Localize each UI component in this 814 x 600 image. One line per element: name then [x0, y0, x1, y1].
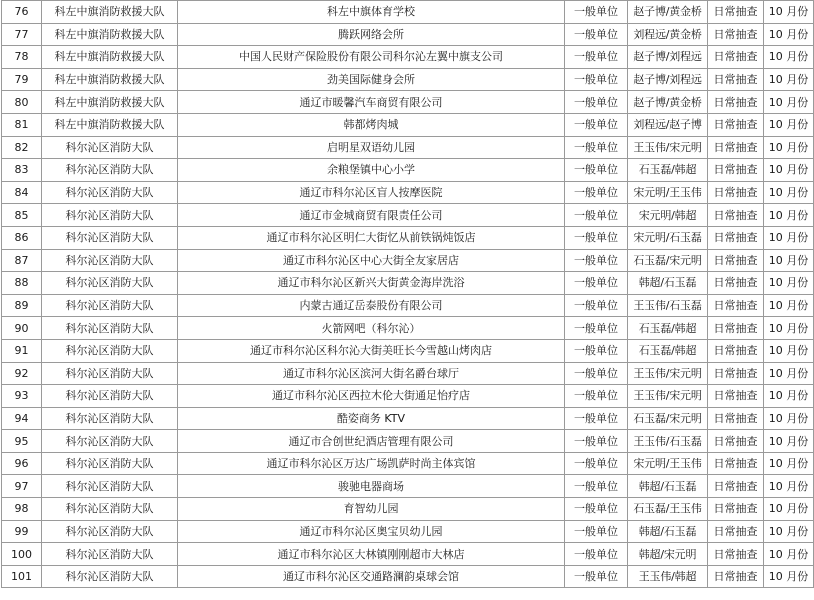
cell-inspection-method: 日常抽查 [708, 68, 764, 91]
cell-number: 77 [2, 23, 42, 46]
cell-fire-team: 科尔沁区消防大队 [42, 249, 178, 272]
cell-unit-name: 通辽市科尔沁区大林镇刚刚超市大林店 [178, 543, 565, 566]
cell-unit-type: 一般单位 [565, 1, 628, 24]
cell-inspection-method: 日常抽查 [708, 565, 764, 588]
cell-month: 10 月份 [764, 339, 814, 362]
cell-month: 10 月份 [764, 1, 814, 24]
inspection-schedule-table [1, 0, 814, 588]
cell-inspection-method: 日常抽查 [708, 46, 764, 69]
cell-unit-type: 一般单位 [565, 317, 628, 340]
cell-fire-team: 科尔沁区消防大队 [42, 294, 178, 317]
table-row [2, 520, 814, 543]
cell-number: 81 [2, 113, 42, 136]
cell-fire-team: 科尔沁区消防大队 [42, 362, 178, 385]
cell-unit-type: 一般单位 [565, 339, 628, 362]
cell-unit-name: 通辽市科尔沁区明仁大街忆从前铁锅炖饭店 [178, 226, 565, 249]
table-row [2, 385, 814, 408]
cell-inspection-method: 日常抽查 [708, 1, 764, 24]
cell-number: 85 [2, 204, 42, 227]
cell-month: 10 月份 [764, 520, 814, 543]
cell-unit-type: 一般单位 [565, 68, 628, 91]
table-row [2, 272, 814, 295]
cell-inspection-method: 日常抽查 [708, 113, 764, 136]
cell-inspection-method: 日常抽查 [708, 226, 764, 249]
cell-month: 10 月份 [764, 385, 814, 408]
cell-unit-name: 通辽市科尔沁区科尔沁大街美旺长今雪越山烤肉店 [178, 339, 565, 362]
cell-number: 94 [2, 407, 42, 430]
cell-unit-type: 一般单位 [565, 520, 628, 543]
cell-fire-team: 科左中旗消防救援大队 [42, 1, 178, 24]
cell-number: 80 [2, 91, 42, 114]
cell-fire-team: 科尔沁区消防大队 [42, 565, 178, 588]
cell-fire-team: 科尔沁区消防大队 [42, 272, 178, 295]
cell-inspectors: 宋元明/王玉伟 [628, 181, 708, 204]
cell-fire-team: 科尔沁区消防大队 [42, 407, 178, 430]
table-row [2, 23, 814, 46]
cell-inspectors: 赵子博/黄金桥 [628, 1, 708, 24]
cell-month: 10 月份 [764, 113, 814, 136]
cell-inspectors: 王玉伟/宋元明 [628, 385, 708, 408]
cell-unit-name: 余粮堡镇中心小学 [178, 159, 565, 182]
cell-inspectors: 宋元明/王玉伟 [628, 452, 708, 475]
cell-unit-name: 通辽市暖馨汽车商贸有限公司 [178, 91, 565, 114]
table-row [2, 430, 814, 453]
cell-number: 78 [2, 46, 42, 69]
cell-inspection-method: 日常抽查 [708, 204, 764, 227]
cell-inspection-method: 日常抽查 [708, 136, 764, 159]
cell-unit-type: 一般单位 [565, 23, 628, 46]
table-row [2, 317, 814, 340]
cell-number: 86 [2, 226, 42, 249]
cell-inspection-method: 日常抽查 [708, 339, 764, 362]
cell-unit-name: 通辽市科尔沁区奥宝贝幼儿园 [178, 520, 565, 543]
cell-unit-type: 一般单位 [565, 294, 628, 317]
cell-unit-name: 启明星双语幼儿园 [178, 136, 565, 159]
cell-number: 89 [2, 294, 42, 317]
cell-inspectors: 石玉磊/宋元明 [628, 249, 708, 272]
cell-fire-team: 科尔沁区消防大队 [42, 475, 178, 498]
cell-fire-team: 科尔沁区消防大队 [42, 543, 178, 566]
cell-unit-type: 一般单位 [565, 113, 628, 136]
cell-unit-type: 一般单位 [565, 204, 628, 227]
cell-number: 79 [2, 68, 42, 91]
cell-fire-team: 科尔沁区消防大队 [42, 159, 178, 182]
cell-inspectors: 王玉伟/韩超 [628, 565, 708, 588]
cell-fire-team: 科尔沁区消防大队 [42, 452, 178, 475]
table-row [2, 46, 814, 69]
cell-inspectors: 韩超/宋元明 [628, 543, 708, 566]
table-row [2, 181, 814, 204]
cell-number: 92 [2, 362, 42, 385]
cell-unit-name: 酷姿商务 KTV [178, 407, 565, 430]
cell-inspection-method: 日常抽查 [708, 475, 764, 498]
table-row [2, 159, 814, 182]
cell-unit-name: 通辽市科尔沁区交通路澜韵桌球会馆 [178, 565, 565, 588]
cell-month: 10 月份 [764, 543, 814, 566]
cell-month: 10 月份 [764, 317, 814, 340]
cell-unit-type: 一般单位 [565, 46, 628, 69]
cell-inspectors: 刘程远/赵子博 [628, 113, 708, 136]
table-row [2, 339, 814, 362]
cell-month: 10 月份 [764, 249, 814, 272]
table-row [2, 249, 814, 272]
cell-fire-team: 科左中旗消防救援大队 [42, 46, 178, 69]
cell-inspection-method: 日常抽查 [708, 91, 764, 114]
cell-month: 10 月份 [764, 68, 814, 91]
cell-unit-name: 通辽市科尔沁区中心大街全友家居店 [178, 249, 565, 272]
cell-unit-name: 火箭网吧（科尔沁） [178, 317, 565, 340]
cell-month: 10 月份 [764, 294, 814, 317]
cell-inspectors: 宋元明/石玉磊 [628, 226, 708, 249]
cell-number: 100 [2, 543, 42, 566]
cell-month: 10 月份 [764, 204, 814, 227]
cell-number: 90 [2, 317, 42, 340]
table-row [2, 113, 814, 136]
cell-unit-name: 中国人民财产保险股份有限公司科尔沁左翼中旗支公司 [178, 46, 565, 69]
cell-unit-name: 育智幼儿园 [178, 498, 565, 521]
cell-inspection-method: 日常抽查 [708, 159, 764, 182]
cell-unit-type: 一般单位 [565, 272, 628, 295]
table-row [2, 136, 814, 159]
table-row [2, 68, 814, 91]
cell-inspectors: 赵子博/刘程远 [628, 46, 708, 69]
cell-unit-type: 一般单位 [565, 543, 628, 566]
cell-month: 10 月份 [764, 498, 814, 521]
cell-inspectors: 赵子博/黄金桥 [628, 91, 708, 114]
cell-month: 10 月份 [764, 226, 814, 249]
cell-unit-name: 腾跃网络会所 [178, 23, 565, 46]
cell-month: 10 月份 [764, 159, 814, 182]
cell-fire-team: 科左中旗消防救援大队 [42, 23, 178, 46]
cell-unit-type: 一般单位 [565, 385, 628, 408]
cell-month: 10 月份 [764, 452, 814, 475]
cell-unit-name: 通辽市科尔沁区新兴大街黄金海岸洗浴 [178, 272, 565, 295]
cell-unit-type: 一般单位 [565, 226, 628, 249]
cell-fire-team: 科左中旗消防救援大队 [42, 91, 178, 114]
cell-month: 10 月份 [764, 475, 814, 498]
cell-number: 93 [2, 385, 42, 408]
table-row [2, 1, 814, 24]
cell-unit-type: 一般单位 [565, 91, 628, 114]
cell-unit-name: 内蒙古通辽岳泰股份有限公司 [178, 294, 565, 317]
cell-inspectors: 王玉伟/石玉磊 [628, 430, 708, 453]
cell-unit-type: 一般单位 [565, 407, 628, 430]
cell-inspection-method: 日常抽查 [708, 452, 764, 475]
cell-inspectors: 石玉磊/王玉伟 [628, 498, 708, 521]
table-row [2, 498, 814, 521]
cell-fire-team: 科尔沁区消防大队 [42, 226, 178, 249]
cell-month: 10 月份 [764, 91, 814, 114]
cell-unit-type: 一般单位 [565, 430, 628, 453]
cell-unit-type: 一般单位 [565, 181, 628, 204]
cell-unit-name: 通辽市科尔沁区西拉木伦大街通足怡疗店 [178, 385, 565, 408]
cell-fire-team: 科尔沁区消防大队 [42, 430, 178, 453]
cell-inspection-method: 日常抽查 [708, 23, 764, 46]
cell-fire-team: 科尔沁区消防大队 [42, 204, 178, 227]
cell-inspectors: 王玉伟/宋元明 [628, 136, 708, 159]
cell-fire-team: 科尔沁区消防大队 [42, 317, 178, 340]
table-row [2, 565, 814, 588]
cell-inspectors: 石玉磊/韩超 [628, 317, 708, 340]
cell-inspectors: 王玉伟/宋元明 [628, 362, 708, 385]
cell-month: 10 月份 [764, 136, 814, 159]
cell-fire-team: 科尔沁区消防大队 [42, 498, 178, 521]
cell-number: 101 [2, 565, 42, 588]
cell-inspection-method: 日常抽查 [708, 317, 764, 340]
cell-inspection-method: 日常抽查 [708, 543, 764, 566]
cell-fire-team: 科尔沁区消防大队 [42, 339, 178, 362]
cell-month: 10 月份 [764, 407, 814, 430]
cell-unit-name: 通辽市科尔沁区盲人按摩医院 [178, 181, 565, 204]
cell-unit-type: 一般单位 [565, 452, 628, 475]
cell-unit-type: 一般单位 [565, 136, 628, 159]
cell-fire-team: 科尔沁区消防大队 [42, 520, 178, 543]
cell-unit-type: 一般单位 [565, 159, 628, 182]
cell-month: 10 月份 [764, 181, 814, 204]
cell-unit-name: 劲美国际健身会所 [178, 68, 565, 91]
cell-unit-name: 通辽市科尔沁区万达广场凯萨时尚主体宾馆 [178, 452, 565, 475]
table-body [2, 1, 814, 588]
table-row [2, 91, 814, 114]
cell-month: 10 月份 [764, 272, 814, 295]
cell-inspectors: 赵子博/刘程远 [628, 68, 708, 91]
cell-inspectors: 韩超/石玉磊 [628, 272, 708, 295]
cell-month: 10 月份 [764, 46, 814, 69]
table-row [2, 226, 814, 249]
cell-inspectors: 刘程远/黄金桥 [628, 23, 708, 46]
cell-unit-name: 韩都烤肉城 [178, 113, 565, 136]
cell-month: 10 月份 [764, 565, 814, 588]
cell-unit-type: 一般单位 [565, 475, 628, 498]
cell-unit-type: 一般单位 [565, 498, 628, 521]
cell-fire-team: 科尔沁区消防大队 [42, 385, 178, 408]
cell-number: 76 [2, 1, 42, 24]
cell-inspectors: 石玉磊/韩超 [628, 339, 708, 362]
cell-unit-name: 骏驰电器商场 [178, 475, 565, 498]
table-row [2, 475, 814, 498]
table-row [2, 294, 814, 317]
cell-inspectors: 韩超/石玉磊 [628, 475, 708, 498]
cell-fire-team: 科尔沁区消防大队 [42, 181, 178, 204]
cell-fire-team: 科尔沁区消防大队 [42, 136, 178, 159]
cell-number: 88 [2, 272, 42, 295]
cell-unit-type: 一般单位 [565, 565, 628, 588]
cell-number: 96 [2, 452, 42, 475]
table-row [2, 362, 814, 385]
cell-inspection-method: 日常抽查 [708, 362, 764, 385]
cell-inspectors: 石玉磊/宋元明 [628, 407, 708, 430]
cell-inspection-method: 日常抽查 [708, 294, 764, 317]
cell-inspectors: 石玉磊/韩超 [628, 159, 708, 182]
cell-number: 84 [2, 181, 42, 204]
cell-inspectors: 韩超/石玉磊 [628, 520, 708, 543]
cell-number: 98 [2, 498, 42, 521]
cell-unit-name: 通辽市科尔沁区滨河大街名爵台球厅 [178, 362, 565, 385]
table-row [2, 407, 814, 430]
cell-inspectors: 王玉伟/石玉磊 [628, 294, 708, 317]
cell-month: 10 月份 [764, 23, 814, 46]
cell-inspection-method: 日常抽查 [708, 249, 764, 272]
cell-number: 83 [2, 159, 42, 182]
cell-unit-name: 通辽市合创世纪酒店管理有限公司 [178, 430, 565, 453]
cell-fire-team: 科左中旗消防救援大队 [42, 68, 178, 91]
cell-inspection-method: 日常抽查 [708, 407, 764, 430]
cell-number: 82 [2, 136, 42, 159]
cell-number: 87 [2, 249, 42, 272]
cell-number: 91 [2, 339, 42, 362]
cell-number: 99 [2, 520, 42, 543]
cell-inspection-method: 日常抽查 [708, 385, 764, 408]
cell-number: 97 [2, 475, 42, 498]
cell-unit-type: 一般单位 [565, 362, 628, 385]
cell-month: 10 月份 [764, 362, 814, 385]
cell-inspection-method: 日常抽查 [708, 498, 764, 521]
cell-unit-name: 通辽市金城商贸有限责任公司 [178, 204, 565, 227]
cell-inspection-method: 日常抽查 [708, 272, 764, 295]
cell-inspectors: 宋元明/韩超 [628, 204, 708, 227]
cell-number: 95 [2, 430, 42, 453]
cell-month: 10 月份 [764, 430, 814, 453]
cell-unit-type: 一般单位 [565, 249, 628, 272]
cell-inspection-method: 日常抽查 [708, 520, 764, 543]
cell-inspection-method: 日常抽查 [708, 430, 764, 453]
table-row [2, 452, 814, 475]
table-row [2, 543, 814, 566]
cell-inspection-method: 日常抽查 [708, 181, 764, 204]
cell-fire-team: 科左中旗消防救援大队 [42, 113, 178, 136]
cell-unit-name: 科左中旗体育学校 [178, 1, 565, 24]
table-row [2, 204, 814, 227]
